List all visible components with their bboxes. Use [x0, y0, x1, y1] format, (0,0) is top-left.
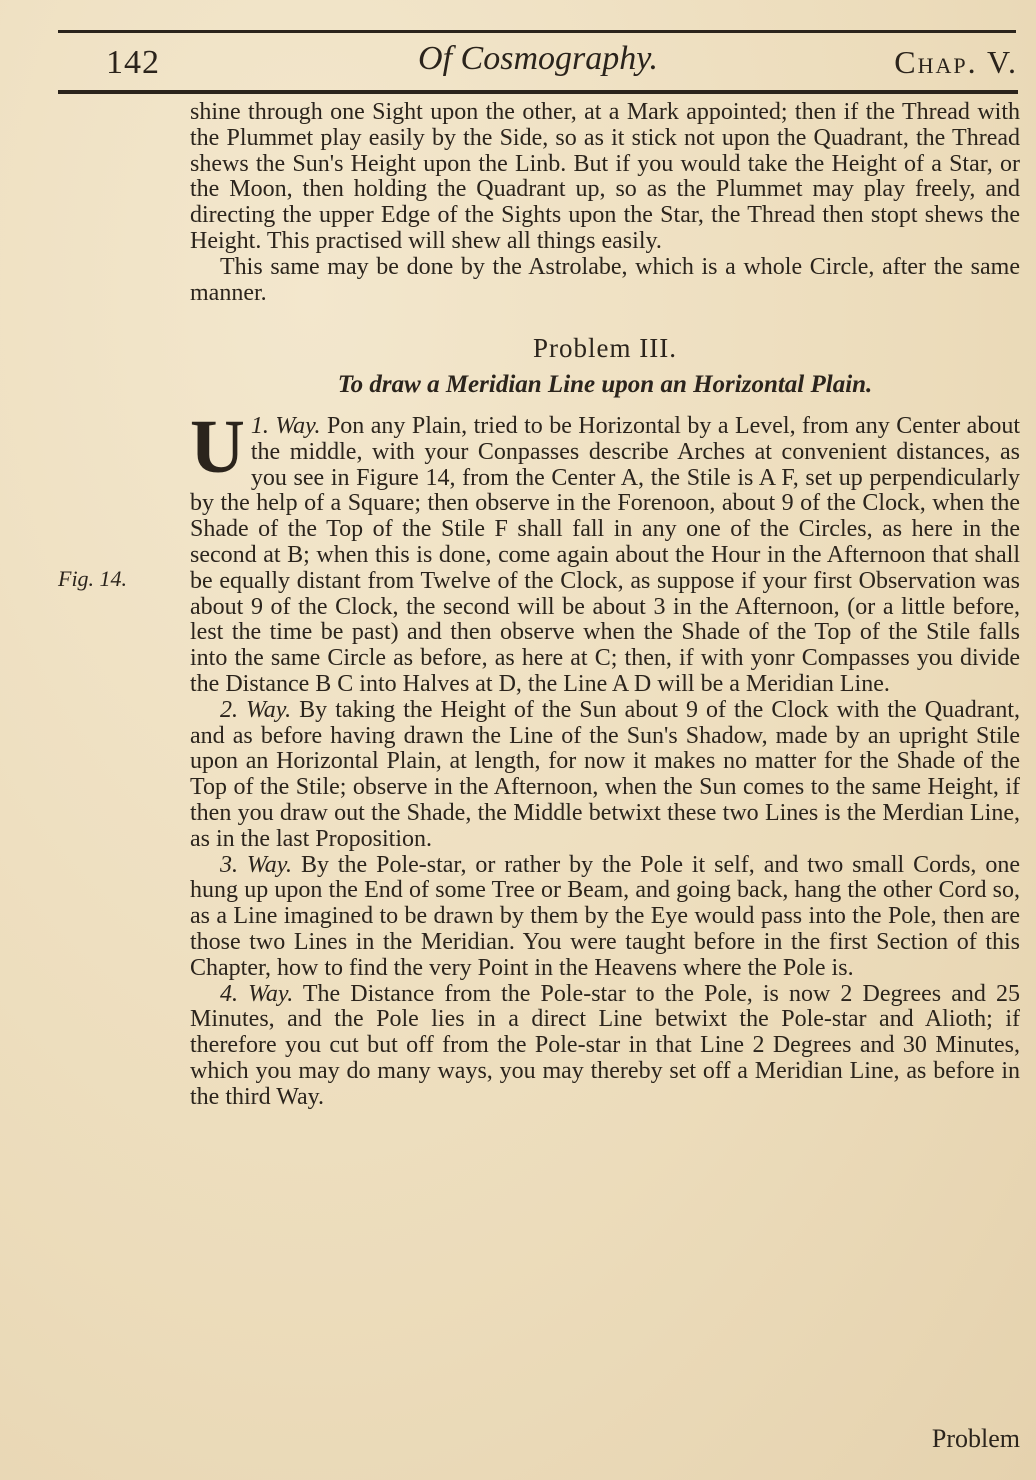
way-1-paragraph: [190, 404, 1021, 698]
paragraph-continuation: shine through one Sight upon the other, at a Mark appointed; then if the Thread with the Plummet play easily by the Side, so as it stick not upon the Quadrant, the Thread shews the Sun's Height upon the Linb. But if you would take the Height of a Star, or the Moon, then holding the Quadrant up, so as the Plummet may play freely, and directing the upper Edge of the Sights upon the Star, the Thread then stopt shews the Height. This practised will shew all things easily.: [190, 99, 1020, 254]
running-head: [58, 36, 1018, 86]
running-title: Of Cosmography.: [418, 40, 658, 77]
way-3-text: By the Pole-star, or rather by the Pole it self, and two small Cords, one hung up upon the End of some Tree or Beam, and going back, hang the other Cord so, as a Line imagined to be drawn by them by the Eye would pass into the Pole, then are those two Lines in the Meridian. You were taught before in the first Section of this Chapter, how to find the very Point in the Heavens where the Pole is.: [190, 851, 1020, 981]
header-rule: [58, 90, 1018, 94]
way-3-label: 3. Way.: [220, 851, 293, 878]
way-4-text: The Distance from the Pole-star to the Pole, is now 2 Degrees and 25 Minutes, and the Pole lies in a direct Line betwixt the Pole-star and Alioth; if therefore you cut but off from the Pole-star in that Line 2 Degrees and 30 Minutes, which you may do many ways, you may thereby set off a Meridian Line, as before in the third Way.: [190, 980, 1020, 1110]
way-1-label: 1. Way.: [250, 412, 321, 439]
way-2-label: 2. Way.: [220, 696, 292, 723]
page-number: 142: [106, 44, 160, 81]
top-rule: [58, 30, 1016, 33]
way-4-label: 4. Way.: [220, 980, 294, 1007]
way-3-paragraph: [190, 853, 1020, 982]
way-1-text: Pon any Plain, tried to be Horizontal by a Level, from any Center about the middle, with your Conpasses describe Arches at convenient distances, as you see in Figure 14, from the Center A, the Stile is A F, set up perpendicularly by the help of a Square; then observe in the Forenoon, about 9 of the Clock, when the Shade of the Top of the Stile F shall fall in any one of the Circles, as here in the second at B; when this is done, come again about the Hour in the Afternoon that shall be equally distant from Twelve of the Clock, as suppose if your first Observation was about 9 of the Clock, the second will be about 3 in the Afternoon, (or a little before, lest the time be past) and then observe when the Shade of the Top of the Stile falls into the same Circle as before, as here at C; then, if with yonr Compasses you divide the Distance B C into Halves at D, the Line A D will be a Meridian Line.: [190, 412, 1021, 697]
chapter-label: Chap. V.: [894, 44, 1018, 80]
way-2-paragraph: [190, 698, 1020, 853]
problem-title: Problem III.: [533, 333, 677, 364]
drop-cap: U: [190, 404, 245, 489]
paragraph-astrolabe: This same may be done by the Astrolabe, which is a whole Circle, after the same manner.: [190, 253, 1020, 306]
way-4-paragraph: [190, 982, 1020, 1111]
margin-note-figure: Fig. 14.: [58, 566, 128, 591]
way-2-text: By taking the Height of the Sun about 9 of the Clock with the Quadrant, and as before having drawn the Line of the Sun's Shadow, made by an upright Stile upon an Horizontal Plain, at length, for now it makes no matter for the Shade of the Top of the Stile; observe in the Afternoon, when the Sun comes to the same Height, if then you draw out the Shade, the Middle betwixt these two Lines is the Merdian Line, as in the last Proposition.: [190, 696, 1021, 852]
problem-subtitle: To draw a Meridian Line upon an Horizontal Plain.: [337, 371, 873, 399]
page-body: [190, 100, 1020, 1110]
catchword: Problem: [931, 1424, 1020, 1453]
